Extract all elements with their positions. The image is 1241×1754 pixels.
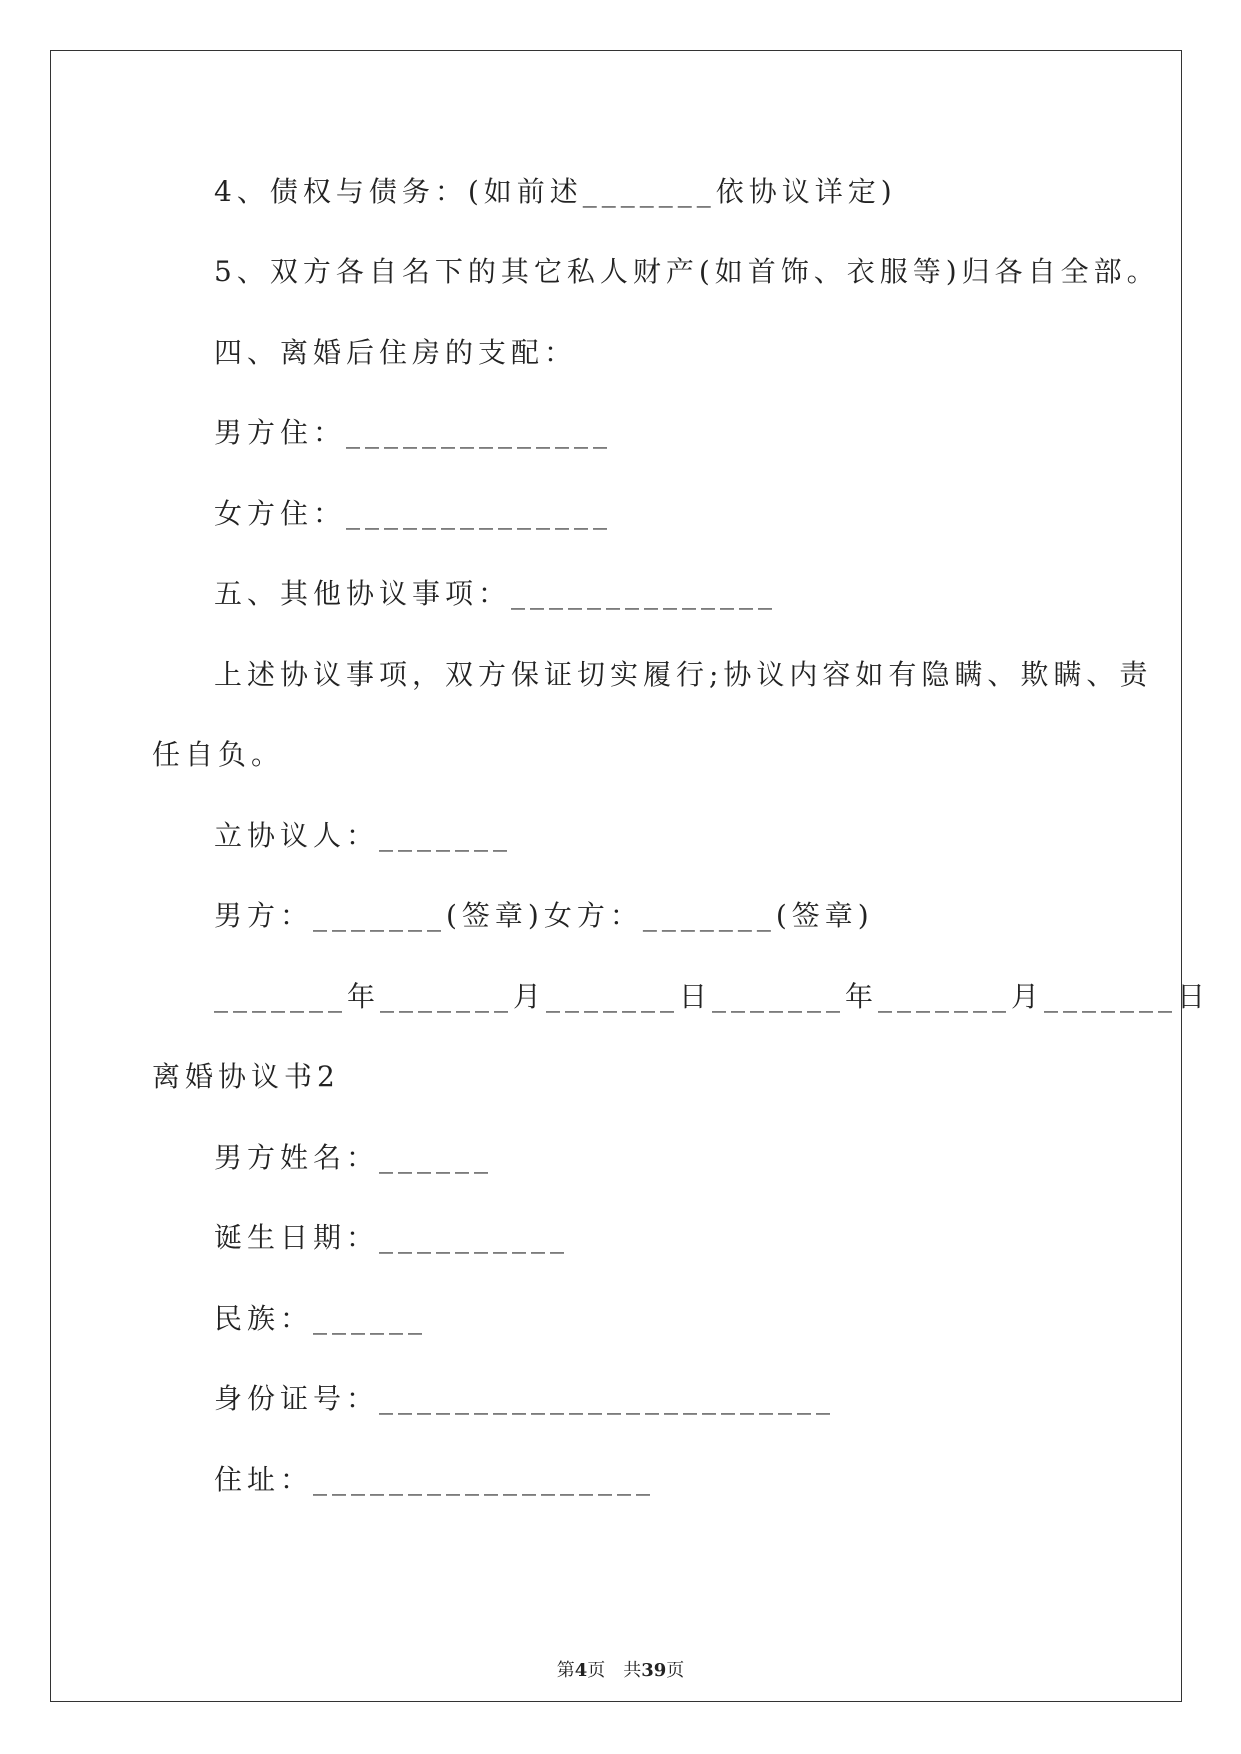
other-matters-field: 五、其他协议事项：______________ bbox=[214, 577, 778, 610]
footer-prefix: 第 bbox=[556, 1660, 575, 1681]
guarantee-paragraph-line1: 上述协议事项，双方保证切实履行;协议内容如有隐瞒、欺瞒、责 bbox=[214, 658, 1153, 691]
clause-debts: 4、债权与债务：(如前述_______依协议详定) bbox=[214, 175, 897, 208]
birth-date-field: 诞生日期：__________ bbox=[214, 1221, 570, 1254]
footer-total-suffix: 页 bbox=[666, 1660, 685, 1681]
clause-private-property: 5、双方各自名下的其它私人财产(如首饰、衣服等)归各自全部。 bbox=[214, 255, 1160, 288]
footer-total-prefix: 共 bbox=[623, 1660, 642, 1681]
section-housing-heading: 四、离婚后住房的支配： bbox=[214, 336, 578, 369]
guarantee-paragraph-line2: 任自负。 bbox=[152, 738, 285, 771]
male-residence-field: 男方住：______________ bbox=[214, 416, 613, 449]
page-border bbox=[50, 50, 1182, 1702]
male-name-field: 男方姓名：______ bbox=[214, 1141, 494, 1174]
document-title-2: 离婚协议书2 bbox=[152, 1060, 340, 1093]
female-residence-field: 女方住：______________ bbox=[214, 497, 613, 530]
agreement-party-field: 立协议人：_______ bbox=[214, 819, 513, 852]
footer-page-number: 4 bbox=[574, 1660, 588, 1681]
footer-total-pages: 39 bbox=[641, 1660, 667, 1681]
footer-page-suffix: 页 bbox=[587, 1660, 606, 1681]
signature-line: 男方：_______(签章)女方：_______(签章) bbox=[214, 899, 874, 932]
date-line: _______年_______月_______日_______年_______月_______日 bbox=[214, 980, 1211, 1013]
id-number-field: 身份证号：________________________ bbox=[214, 1382, 836, 1415]
ethnicity-field: 民族：______ bbox=[214, 1302, 428, 1335]
page-footer bbox=[0, 1656, 1241, 1682]
address-field: 住址：__________________ bbox=[214, 1463, 656, 1496]
